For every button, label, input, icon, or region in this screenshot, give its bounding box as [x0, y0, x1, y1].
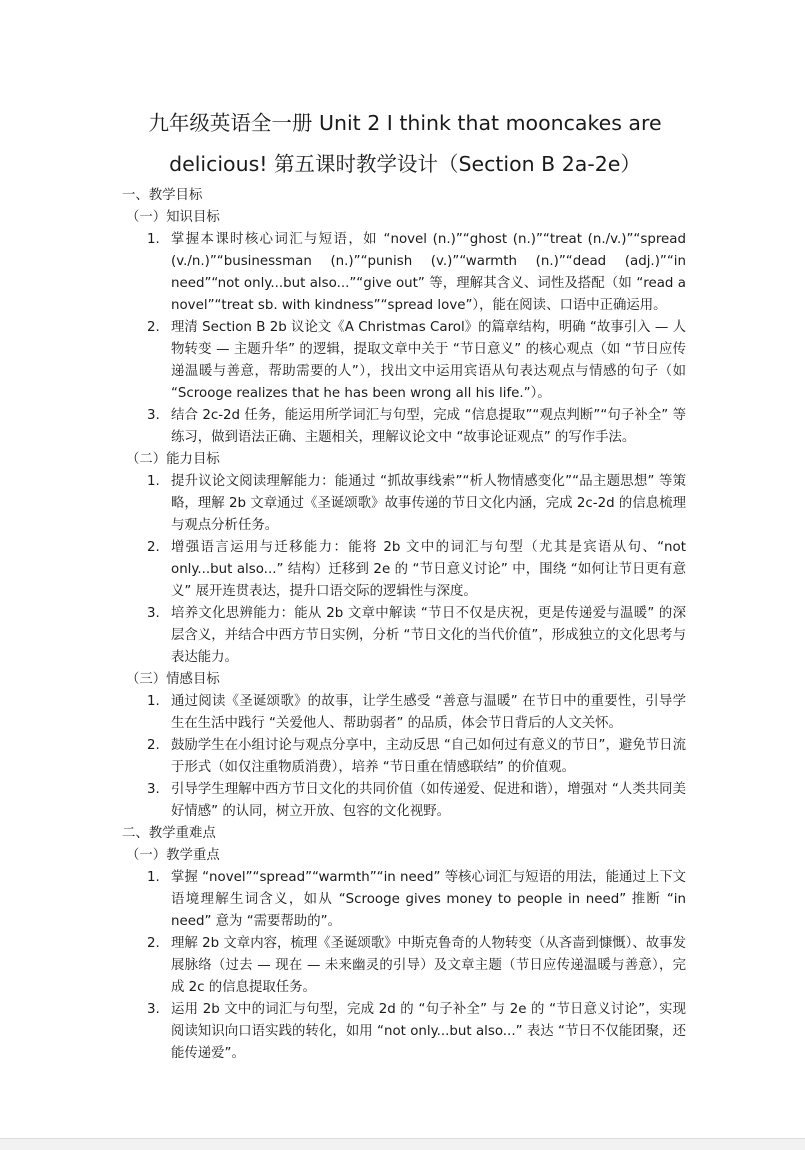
list-item-number: 3.: [147, 1002, 160, 1017]
numbered-list: [120, 867, 686, 1065]
list-item-number: 2.: [147, 320, 160, 335]
document-body: [120, 185, 686, 1065]
list-item-number: 3.: [147, 782, 160, 797]
list-item-text: 增强语言运用与迁移能力：能将 2b 文中的词汇与句型（尤其是宾语从句、“not only...but also...” 结构）迁移到 2e 的 “节日意义讨论” 中，围绕 “如何让节日更有意义” 展开连贯表达，提升口语交际的逻辑性与深度。: [171, 540, 686, 599]
list-item: [120, 999, 686, 1065]
document-title-line-2: delicious! 第五课时教学设计（Section B 2a-2e）: [169, 152, 641, 176]
list-item: [120, 405, 686, 449]
numbered-list: [120, 229, 686, 449]
list-item-text: 理解 2b 文章内容，梳理《圣诞颂歌》中斯克鲁奇的人物转变（从吝啬到慷慨）、故事发展脉络（过去 — 现在 — 未来幽灵的引导）及文章主题（节日应传递温暖与善意），完成 2c 的信息提取任务。: [171, 936, 686, 995]
list-item-text: 引导学生理解中西方节日文化的共同价值（如传递爱、促进和谐），增强对 “人类共同美好情感” 的认同，树立开放、包容的文化视野。: [171, 782, 686, 819]
list-item-text: 运用 2b 文中的词汇与句型，完成 2d 的 “句子补全” 与 2e 的 “节日意义讨论”，实现阅读知识向口语实践的转化，如用 “not only...but also...” 表达 “节日不仅能团聚，还能传递爱”。: [171, 1002, 686, 1061]
subsection-heading: （二）能力目标: [126, 452, 220, 467]
section-heading: 二、教学重难点: [122, 826, 216, 841]
list-item-number: 3.: [147, 408, 160, 423]
subsection-heading: （三）情感目标: [126, 672, 220, 687]
list-item-text: 鼓励学生在小组讨论与观点分享中，主动反思 “自己如何过有意义的节日”，避免节日流于形式（如仅注重物质消费），培养 “节日重在情感联结” 的价值观。: [171, 738, 686, 775]
list-item: [120, 691, 686, 735]
list-item-number: 2.: [147, 540, 160, 555]
list-item-text: 掌握 “novel”“spread”“warmth”“in need” 等核心词汇与短语的用法，能通过上下文语境理解生词含义，如从 “Scrooge gives money to people in need” 推断 “in need” 意为 “需要帮助的”。: [171, 870, 686, 929]
list-item-text: 理清 Section B 2b 议论文《A Christmas Carol》的篇章结构，明确 “故事引入 — 人物转变 — 主题升华” 的逻辑，提取文章中关于 “节日意义” 的核心观点（如 “节日应传递温暖与善意，帮助需要的人”），找出文中运用宾语从句表达观点与情感的句子（如 “Scrooge realizes that he has been wrong all his life.”）。: [171, 320, 686, 401]
list-item-number: 1.: [147, 694, 160, 709]
list-item: [120, 229, 686, 317]
list-item-text: 掌握本课时核心词汇与短语，如 “novel (n.)”“ghost (n.)”“treat (n./v.)”“spread (v./n.)”“businessman (n.)”“punish (v.)”“warmth (n.)”“dead (adj.)”“in need”“not only...but also...”“give out” 等，理解其含义、词性及搭配（如 “read a novel”“treat sb. with kindness”“spread love”），能在阅读、口语中正确运用。: [171, 232, 686, 313]
list-item-text: 通过阅读《圣诞颂歌》的故事，让学生感受 “善意与温暖” 在节日中的重要性，引导学生在生活中践行 “关爱他人、帮助弱者” 的品质，体会节日背后的人文关怀。: [171, 694, 686, 731]
list-item-text: 结合 2c-2d 任务，能运用所学词汇与句型，完成 “信息提取”“观点判断”“句子补全” 等练习，做到语法正确、主题相关，理解议论文中 “故事论证观点” 的写作手法。: [171, 408, 686, 445]
list-item-number: 2.: [147, 936, 160, 951]
document-title-line-1: 九年级英语全一册 Unit 2 I think that mooncakes are: [148, 111, 662, 135]
subsection-heading: （一）教学重点: [126, 848, 220, 863]
list-item-number: 1.: [147, 870, 160, 885]
list-item-number: 1.: [147, 474, 160, 489]
list-item: [120, 779, 686, 823]
numbered-list: [120, 471, 686, 669]
subsection-heading: （一）知识目标: [126, 210, 220, 225]
list-item: [120, 537, 686, 603]
list-item: [120, 603, 686, 669]
section-heading: 一、教学目标: [122, 188, 203, 203]
list-item: [120, 867, 686, 933]
list-item-number: 1.: [147, 232, 160, 247]
list-item: [120, 317, 686, 405]
numbered-list: [120, 691, 686, 823]
list-item-text: 培养文化思辨能力：能从 2b 文章中解读 “节日不仅是庆祝，更是传递爱与温暖” 的深层含义，并结合中西方节日实例，分析 “节日文化的当代价值”，形成独立的文化思考与表达能力。: [171, 606, 686, 665]
list-item: [120, 933, 686, 999]
list-item: [120, 735, 686, 779]
list-item-number: 2.: [147, 738, 160, 753]
list-item: [120, 471, 686, 537]
list-item-text: 提升议论文阅读理解能力：能通过 “抓故事线索”“析人物情感变化”“品主题思想” 等策略，理解 2b 文章通过《圣诞颂歌》故事传递的节日文化内涵，完成 2c-2d 的信息梳理与观点分析任务。: [171, 474, 686, 533]
list-item-number: 3.: [147, 606, 160, 621]
